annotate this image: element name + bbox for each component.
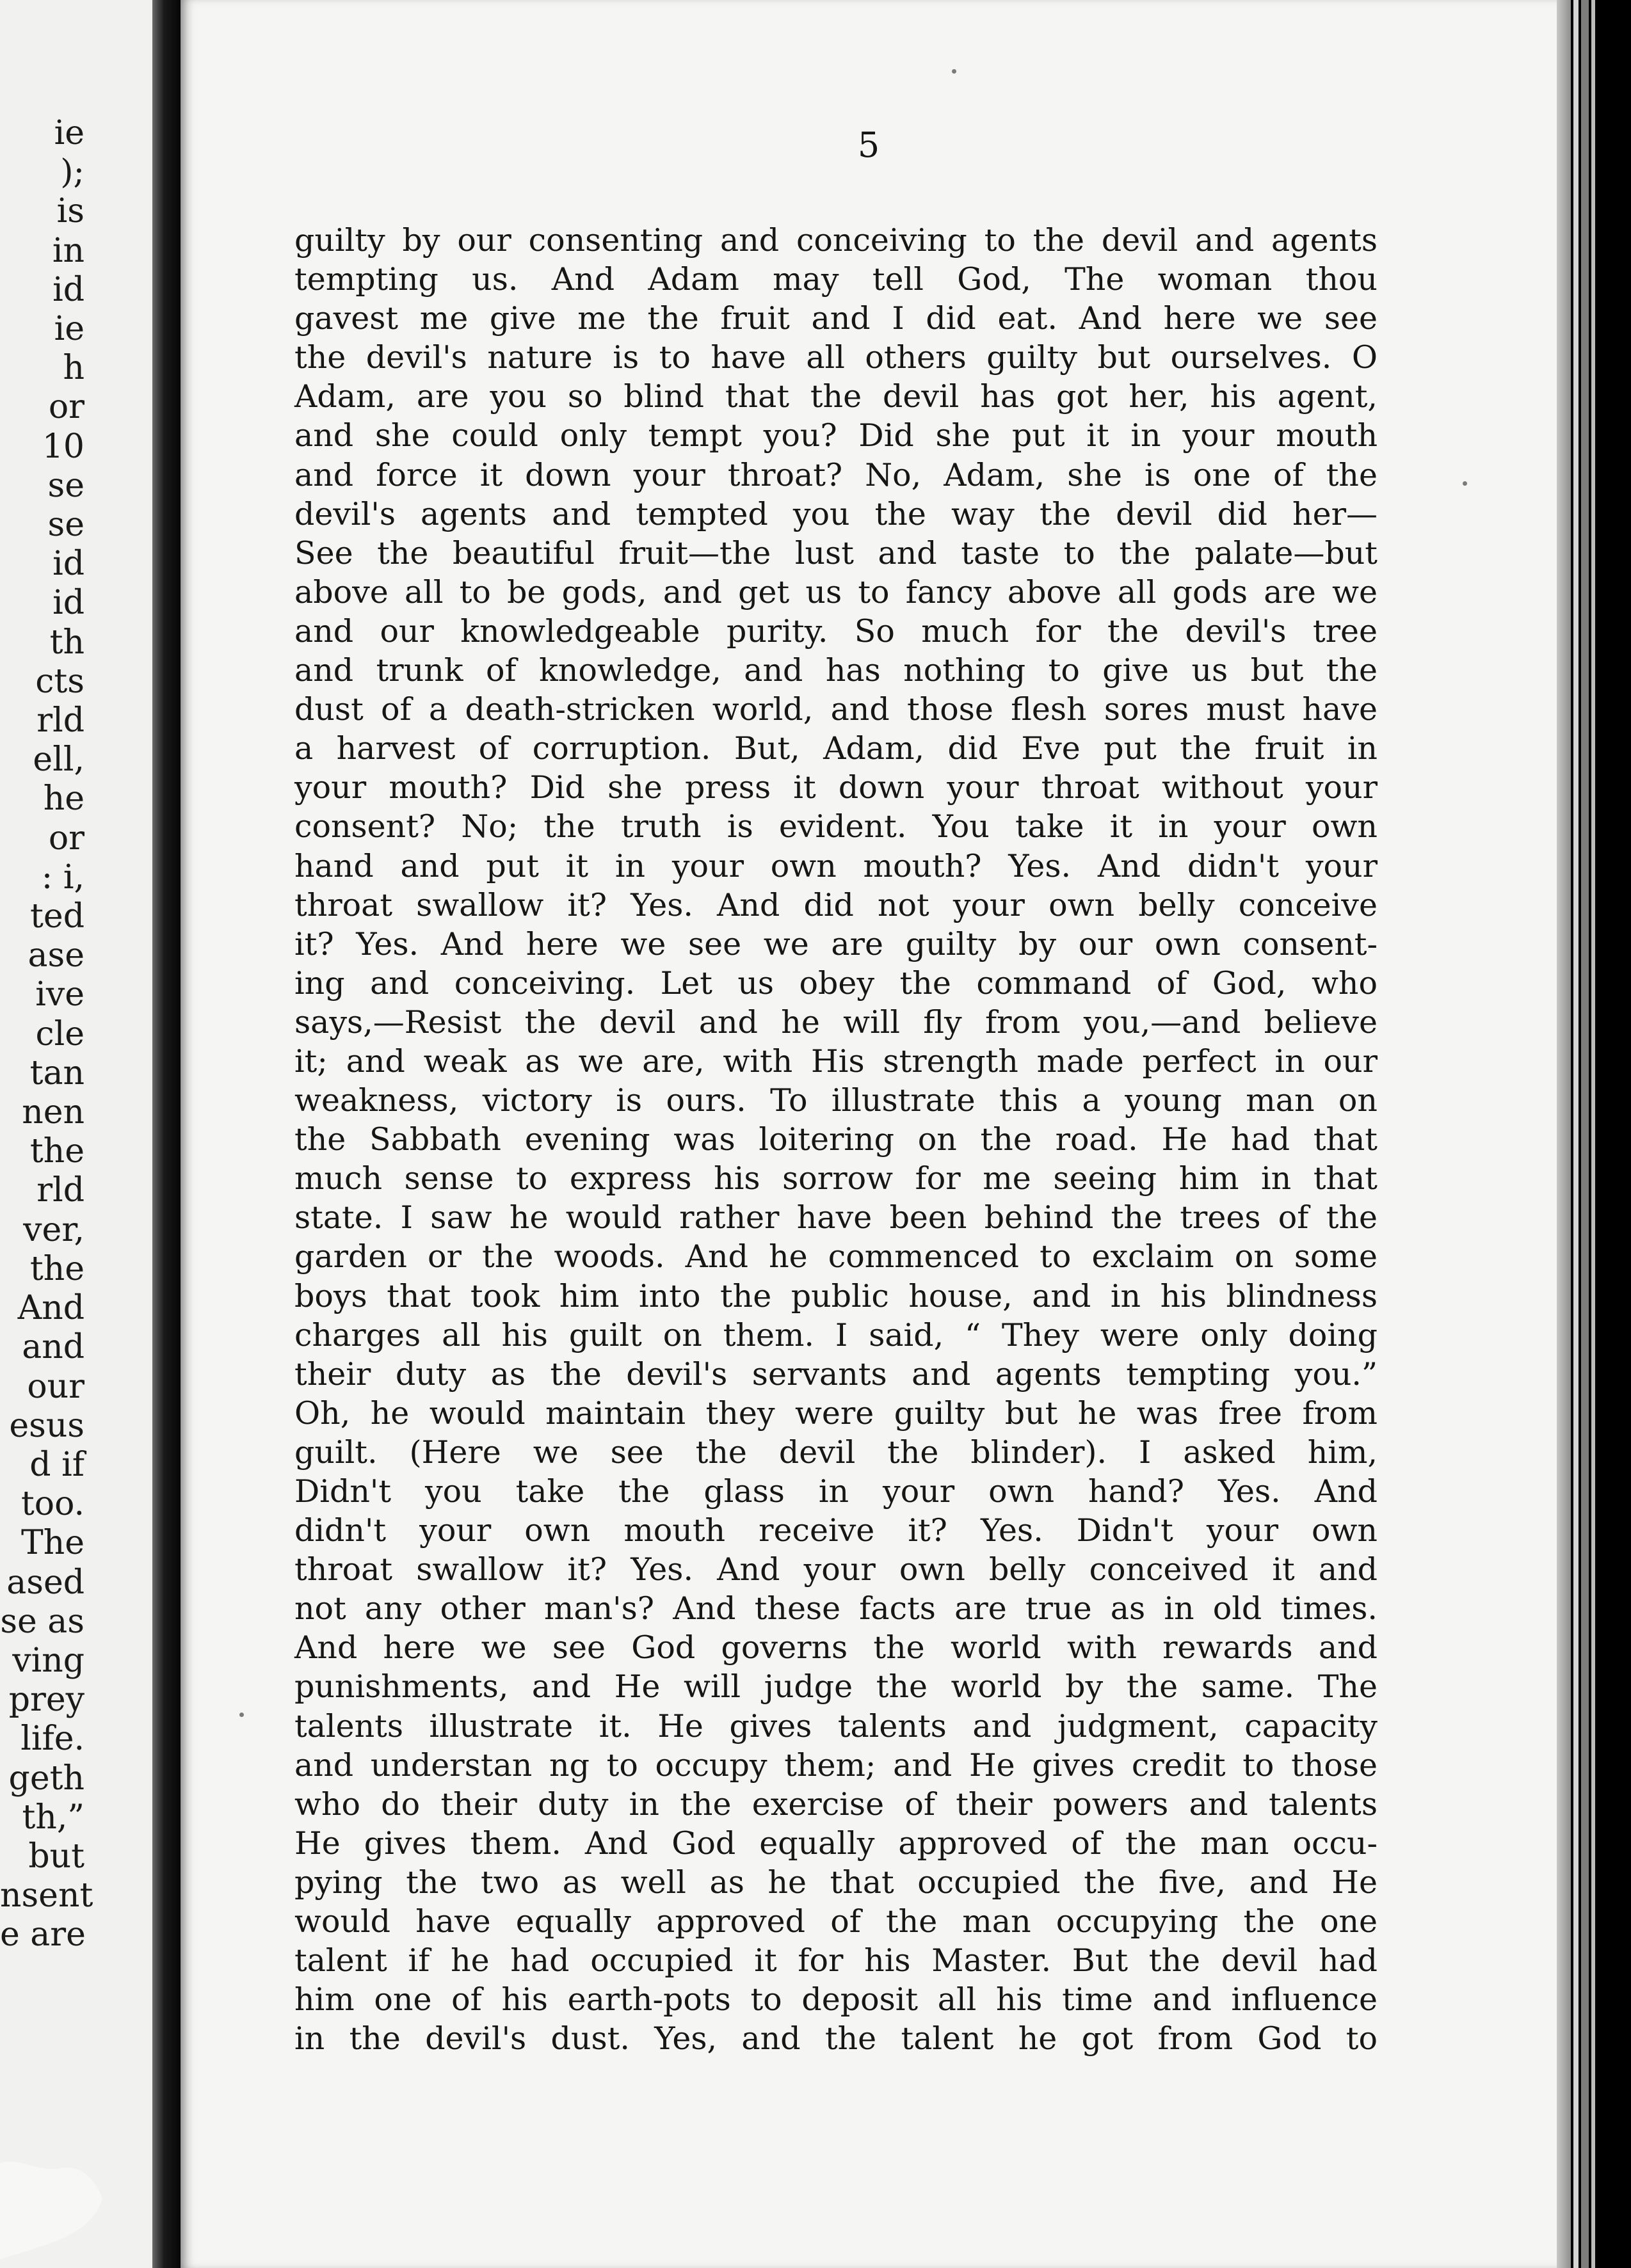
fragment-line: in <box>52 231 84 270</box>
fragment-line: th,” <box>22 1798 84 1837</box>
fragment-line: ell, <box>33 740 84 779</box>
text-line: dust of a death-stricken world, and those flesh sores must have <box>294 691 1378 728</box>
fragment-line: and <box>22 1328 84 1367</box>
page-edge-strip <box>1557 0 1571 2268</box>
text-line: weakness, victory is ours. To illustrate this a young man on <box>294 1082 1378 1119</box>
fragment-line: ving <box>12 1641 84 1680</box>
page-edge-strip <box>1591 0 1595 2268</box>
fragment-line: e are <box>0 1915 86 1954</box>
fragment-line: nsent <box>0 1876 93 1915</box>
fragment-line: ver, <box>23 1210 84 1249</box>
fragment-line: or <box>48 819 84 858</box>
text-line: the Sabbath evening was loitering on the road. He had that <box>294 1121 1378 1158</box>
text-line: throat swallow it? Yes. And did not your own belly conceive <box>294 886 1378 923</box>
text-line: garden or the woods. And he commenced to exclaim on some <box>294 1238 1378 1275</box>
text-line: consent? No; the truth is evident. You take it in your own <box>294 808 1378 845</box>
text-line: boys that took him into the public house, and in his blindness <box>294 1277 1378 1314</box>
page-speck <box>239 1713 244 1717</box>
fragment-line: d if <box>29 1445 84 1484</box>
text-line: the devil's nature is to have all others guilty but ourselves. O <box>294 339 1378 376</box>
fragment-line: se <box>47 466 84 505</box>
fragment-line: nen <box>22 1093 84 1132</box>
page-speck <box>1463 481 1467 486</box>
fragment-line: life. <box>20 1720 84 1759</box>
text-line: He gives them. And God equally approved of the man occu- <box>294 1825 1378 1862</box>
text-line: state. I saw he would rather have been behind the trees of the <box>294 1199 1378 1236</box>
text-line: would have equally approved of the man occupying the one <box>294 1903 1378 1940</box>
text-line: in the devil's dust. Yes, and the talent he got from God to <box>294 2020 1378 2057</box>
fragment-line: rld <box>36 1171 84 1210</box>
text-line: who do their duty in the exercise of their powers and talents <box>294 1785 1378 1823</box>
fragment-line: se <box>47 506 84 545</box>
fragment-line: too. <box>20 1485 84 1524</box>
text-line: says,—Resist the devil and he will fly from you,—and believe <box>294 1003 1378 1041</box>
page-speck <box>952 69 956 74</box>
text-line: and trunk of knowledge, and has nothing to give us but the <box>294 652 1378 689</box>
text-line: a harvest of corruption. But, Adam, did Eve put the fruit in <box>294 730 1378 767</box>
fragment-line: h <box>63 349 84 388</box>
fragment-line: ased <box>6 1563 84 1602</box>
fragment-line: the <box>29 1132 84 1171</box>
fragment-line: 10 <box>42 427 84 466</box>
text-line: their duty as the devil's servants and agents tempting you.” <box>294 1355 1378 1393</box>
page-number: 5 <box>857 125 880 165</box>
fragment-line: se as <box>0 1602 84 1641</box>
fragment-line: prey <box>8 1681 84 1720</box>
fragment-line: id <box>52 270 84 309</box>
fragment-line: cle <box>35 1014 84 1053</box>
text-line: it? Yes. And here we see we are guilty by our own consent- <box>294 925 1378 962</box>
text-line: tempting us. And Adam may tell God, The woman thou <box>294 261 1378 298</box>
fragment-line: tan <box>29 1053 84 1092</box>
text-line: Oh, he would maintain they were guilty but he was free from <box>294 1394 1378 1432</box>
fragment-line: ie <box>54 114 84 152</box>
text-line: Didn't you take the glass in your own hand? Yes. And <box>294 1473 1378 1510</box>
text-line: And here we see God governs the world with rewards and <box>294 1629 1378 1666</box>
previous-page-text-fragments <box>0 114 93 1955</box>
text-line: much sense to express his sorrow for me seeing him in that <box>294 1160 1378 1197</box>
text-line: and understan ng to occupy them; and He gives credit to those <box>294 1746 1378 1784</box>
fragment-line: And <box>17 1289 84 1328</box>
text-line: gavest me give me the fruit and I did eat. And here we see <box>294 300 1378 337</box>
page-edge-strip <box>1581 0 1589 2268</box>
fragment-line: cts <box>35 662 84 701</box>
text-line: not any other man's? And these facts are true as in old times. <box>294 1590 1378 1627</box>
fragment-line: is <box>56 192 84 231</box>
fragment-line: ive <box>35 975 84 1014</box>
fragment-line: ase <box>28 936 84 975</box>
book-page <box>181 0 1557 2268</box>
page-body-text <box>294 221 1378 2058</box>
fragment-line: he <box>43 779 84 819</box>
text-line: throat swallow it? Yes. And your own belly conceived it and <box>294 1551 1378 1588</box>
text-line: didn't your own mouth receive it? Yes. Didn't your own <box>294 1512 1378 1549</box>
text-line: talent if he had occupied it for his Master. But the devil had <box>294 1942 1378 1979</box>
text-line: and our knowledgeable purity. So much for the devil's tree <box>294 612 1378 650</box>
fragment-line: ted <box>30 897 84 936</box>
fragment-line: id <box>52 584 84 623</box>
text-line: punishments, and He will judge the world by the same. The <box>294 1668 1378 1705</box>
fragment-line: geth <box>8 1759 84 1798</box>
text-line: hand and put it in your own mouth? Yes. And didn't your <box>294 847 1378 884</box>
text-line: and she could only tempt you? Did she put it in your mouth <box>294 417 1378 454</box>
page-edge-strip <box>1573 0 1579 2268</box>
fragment-line: but <box>28 1837 84 1876</box>
text-line: guilty by our consenting and conceiving to the devil and agents <box>294 222 1378 259</box>
fragment-line: our <box>27 1367 84 1406</box>
text-line: your mouth? Did she press it down your throat without your <box>294 769 1378 806</box>
text-line: it; and weak as we are, with His strength made perfect in our <box>294 1042 1378 1080</box>
fragment-line: The <box>21 1524 84 1563</box>
fragment-line: rld <box>36 701 84 740</box>
text-line: ing and conceiving. Let us obey the command of God, who <box>294 964 1378 1002</box>
text-line: See the beautiful fruit—the lust and taste to the palate—but <box>294 534 1378 571</box>
text-line: pying the two as well as he that occupied the five, and He <box>294 1864 1378 1901</box>
text-line: and force it down your throat? No, Adam, she is one of the <box>294 456 1378 493</box>
text-line: talents illustrate it. He gives talents and judgment, capacity <box>294 1707 1378 1745</box>
fragment-line: the <box>29 1249 84 1288</box>
fragment-line: id <box>52 545 84 584</box>
fragment-line: : i, <box>41 858 84 897</box>
fragment-line: ie <box>54 310 84 349</box>
text-line: guilt. (Here we see the devil the blinder). I asked him, <box>294 1433 1378 1471</box>
torn-page-corner <box>0 2137 122 2268</box>
fragment-line: ); <box>60 153 84 192</box>
fragment-line: or <box>48 388 84 427</box>
text-line: devil's agents and tempted you the way the devil did her— <box>294 495 1378 532</box>
fragment-line: th <box>49 623 84 662</box>
text-line: above all to be gods, and get us to fancy above all gods are we <box>294 573 1378 611</box>
text-line: Adam, are you so blind that the devil has got her, his agent, <box>294 378 1378 415</box>
fragment-line: esus <box>9 1406 84 1445</box>
text-line: him one of his earth-pots to deposit all his time and influence <box>294 1981 1378 2018</box>
text-line: charges all his guilt on them. I said, “ They were only doing <box>294 1316 1378 1354</box>
previous-page-edge <box>0 0 160 2268</box>
